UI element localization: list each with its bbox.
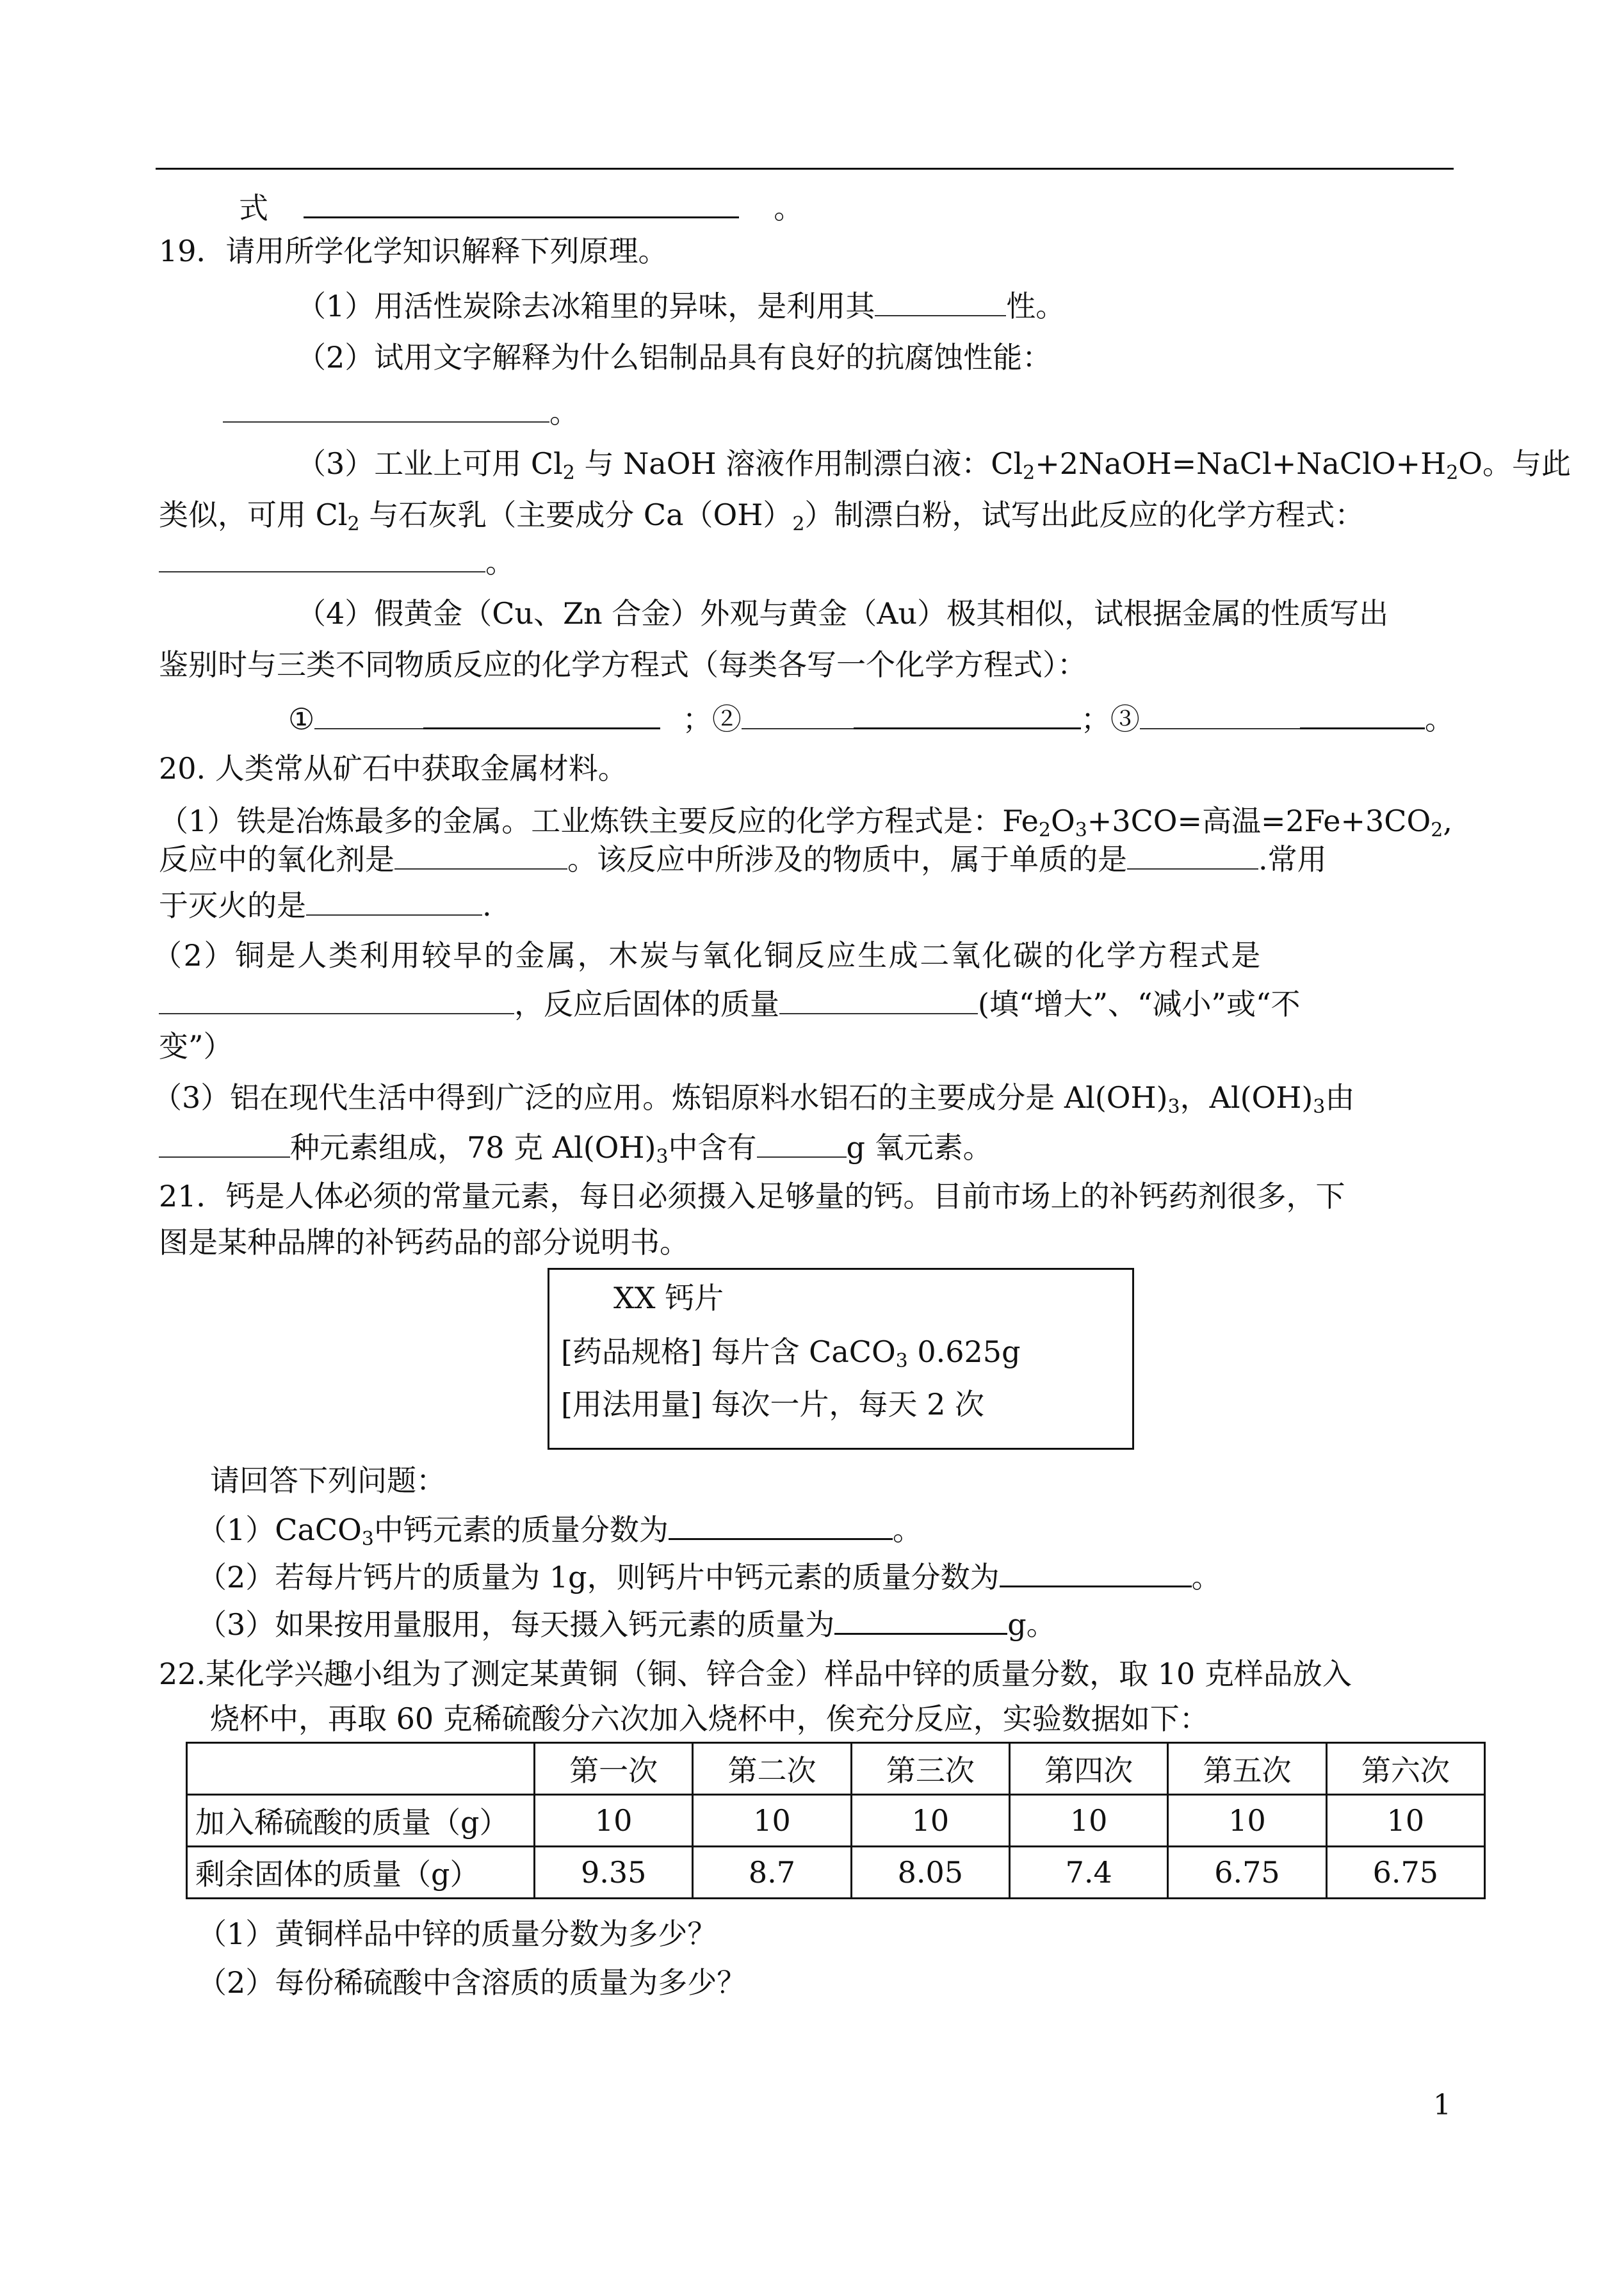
- spec-text: [药品规格] 每片含 CaCO: [561, 1334, 896, 1369]
- question-20-3-line2: [159, 1127, 993, 1168]
- question-19-4-answers: [288, 698, 1454, 736]
- question-19-3-answer: [159, 542, 515, 580]
- answer-blank[interactable]: [394, 839, 567, 870]
- question-19: 19．请用所学化学知识解释下列原理。: [159, 234, 668, 268]
- subscript: 3: [1313, 1096, 1326, 1118]
- medicine-spec: [561, 1333, 1021, 1371]
- question-22-1: （1）黄铜样品中锌的质量分数为多少？: [197, 1917, 717, 1951]
- q21-1-text: 。: [892, 1512, 922, 1547]
- text-shi: 式: [239, 191, 268, 225]
- subscript: 2: [1023, 462, 1035, 484]
- q21-3-text: g。: [1007, 1607, 1056, 1642]
- table-row-label: 剩余固体的质量（g）: [187, 1847, 535, 1899]
- medicine-label-box: [548, 1268, 1134, 1450]
- q21-1-text: 中钙元素的质量分数为: [373, 1512, 669, 1547]
- question-19-4-line1: （4）假黄金（Cu、Zn 合金）外观与黄金（Au）极其相似，试根据金属的性质写出: [296, 596, 1389, 631]
- q20-3-text: 由: [1325, 1080, 1355, 1115]
- table-cell: 6.75: [1326, 1847, 1484, 1899]
- question-22-line1: 22.某化学兴趣小组为了测定某黄铜（铜、锌合金）样品中锌的质量分数，取 10 克样品放入: [159, 1657, 1352, 1691]
- medicine-title: XX 钙片: [613, 1281, 724, 1315]
- subscript: 3: [1075, 819, 1087, 841]
- subscript: 3: [361, 1528, 374, 1550]
- answer-blank[interactable]: [834, 1603, 1007, 1635]
- question-20-3-line1: [152, 1078, 1354, 1117]
- q20-1-text: +3CO=高温=2Fe+3CO: [1087, 804, 1431, 838]
- question-19-4-line2: 鉴别时与三类不同物质反应的化学方程式（每类各写一个化学方程式）：: [159, 647, 1087, 682]
- answer-blank[interactable]: [159, 984, 514, 1014]
- q21-2-text: （2）若每片钙片的质量为 1g，则钙片中钙元素的质量分数为: [197, 1560, 1000, 1594]
- table-cell: 6.75: [1168, 1847, 1326, 1899]
- answer-blank[interactable]: [1127, 839, 1258, 870]
- medicine-usage: [用法用量] 每次一片，每天 2 次: [561, 1387, 985, 1422]
- question-21-line1: 21．钙是人体必须的常量元素，每日必须摄入足够量的钙。目前市场上的补钙药剂很多，下: [159, 1179, 1345, 1213]
- q20-3-text: 中含有: [668, 1130, 757, 1165]
- question-20-2-line2: [159, 984, 1301, 1022]
- answer-blank[interactable]: [306, 885, 482, 916]
- q20-1-text: 。该反应中所涉及的物质中，属于单质的是: [567, 842, 1127, 877]
- table-cell: 10: [535, 1795, 693, 1847]
- q21-1-text: （1）CaCO: [197, 1512, 362, 1547]
- question-19-2-answer: [223, 392, 579, 430]
- q20-1-text: （1）铁是冶炼最多的金属。工业炼铁主要反应的化学方程式是：Fe: [159, 804, 1039, 838]
- question-21-line2: 图是某种品牌的补钙药品的部分说明书。: [159, 1225, 689, 1260]
- header-rule: [156, 168, 1454, 170]
- q19-3-text: O。与此: [1458, 446, 1571, 481]
- answer-blank[interactable]: [1000, 1556, 1192, 1587]
- q19-2-end: 。: [549, 395, 579, 430]
- circle-1: ①: [288, 702, 315, 736]
- question-20: 20. 人类常从矿石中获取金属材料。: [159, 751, 628, 786]
- table-header: 第六次: [1326, 1743, 1484, 1795]
- q19-1-text-end: 性。: [1006, 289, 1066, 323]
- table-corner-cell: [187, 1743, 535, 1795]
- question-19-3-line2: [159, 496, 1364, 534]
- answer-blank[interactable]: [159, 542, 485, 572]
- q19-3-text: 与石灰乳（主要成分 Ca（OH）: [359, 498, 793, 532]
- answer-blank[interactable]: [779, 984, 978, 1014]
- table-cell: 8.7: [693, 1847, 851, 1899]
- question-21-2: [197, 1556, 1221, 1594]
- question-21-3: [197, 1603, 1056, 1642]
- q19-3-text: （3）工业上可用 Cl: [296, 446, 563, 481]
- question-20-1-line3: [159, 885, 492, 923]
- subscript: 2: [1431, 819, 1443, 841]
- question-19-2: （2）试用文字解释为什么铝制品具有良好的抗腐蚀性能：: [296, 340, 1052, 375]
- q20-1-text: 反应中的氧化剂是: [159, 842, 394, 877]
- subscript: 2: [562, 462, 575, 484]
- subscript: 2: [792, 513, 805, 535]
- question-20-1-line1: [159, 802, 1452, 840]
- question-19-3-line1: [296, 444, 1571, 483]
- question-20-2-line1: （2）铜是人类利用较早的金属，木炭与氧化铜反应生成二氧化碳的化学方程式是: [152, 938, 1262, 973]
- q20-3-text: g 氧元素。: [846, 1130, 993, 1165]
- table-cell: 10: [1326, 1795, 1484, 1847]
- q20-1-text: 于灭火的是: [159, 888, 306, 923]
- subscript: 3: [1167, 1096, 1180, 1118]
- experiment-data-table: [186, 1742, 1486, 1899]
- q20-3-text: 种元素组成，78 克 Al(OH): [290, 1130, 656, 1165]
- answer-blank[interactable]: [757, 1127, 847, 1158]
- table-header: 第三次: [851, 1743, 1009, 1795]
- answer-blank[interactable]: [159, 1127, 290, 1158]
- table-header: 第一次: [535, 1743, 693, 1795]
- question-19-1: [296, 286, 1065, 324]
- question-22-2: （2）每份稀硫酸中含溶质的质量为多少？: [197, 1965, 747, 2000]
- q20-2-text: (填“增大”、“减小”或“不: [978, 987, 1301, 1021]
- q19-3-text: +2NaOH=NaCl+NaClO+H: [1035, 446, 1447, 481]
- question-21-ask: 请回答下列问题：: [210, 1463, 446, 1498]
- answer-blank[interactable]: [669, 1509, 893, 1540]
- table-cell: 10: [693, 1795, 851, 1847]
- question-22-line2: 烧杯中，再取 60 克稀硫酸分六次加入烧杯中，俟充分反应，实验数据如下：: [210, 1701, 1209, 1736]
- table-header-row: [187, 1743, 1485, 1795]
- q20-3-text: ，Al(OH): [1180, 1080, 1313, 1115]
- table-cell: 10: [1009, 1795, 1167, 1847]
- answer-blank[interactable]: [304, 187, 739, 218]
- q20-2-text: ，反应后固体的质量: [514, 987, 779, 1021]
- answers-end: 。: [1424, 702, 1454, 736]
- circle-2: ；②: [682, 702, 742, 736]
- table-cell: 10: [1168, 1795, 1326, 1847]
- q21-2-text: 。: [1191, 1560, 1221, 1594]
- table-cell: 10: [851, 1795, 1009, 1847]
- subscript: 3: [895, 1350, 908, 1372]
- question-20-2-line3: 变”）: [159, 1029, 233, 1064]
- answer-blank[interactable]: [223, 392, 549, 423]
- answer-blank[interactable]: [875, 286, 1006, 316]
- answer-blank[interactable]: [423, 698, 660, 729]
- q19-3-end: 。: [485, 545, 515, 580]
- subscript: 3: [656, 1146, 669, 1168]
- q19-3-text: 与 NaOH 溶液作用制漂白液：Cl: [574, 446, 1023, 481]
- table-row: [187, 1795, 1485, 1847]
- answer-blank[interactable]: [314, 699, 423, 729]
- table-row-label: 加入稀硫酸的质量（g）: [187, 1795, 535, 1847]
- q20-1-text: O: [1050, 804, 1075, 838]
- answer-blank[interactable]: [1140, 699, 1300, 729]
- table-header: 第二次: [693, 1743, 851, 1795]
- table-cell: 7.4: [1009, 1847, 1167, 1899]
- q20-1-text: ,: [1443, 804, 1452, 838]
- circle-3: ；③: [1080, 702, 1140, 736]
- table-cell: 8.05: [851, 1847, 1009, 1899]
- text-period: 。: [774, 191, 804, 225]
- subscript: 2: [1446, 462, 1459, 484]
- line-formula-tail: [239, 187, 803, 225]
- q20-3-text: （3）铝在现代生活中得到广泛的应用。炼铝原料水铝石的主要成分是 Al(OH): [152, 1080, 1168, 1115]
- q20-1-text: .常用: [1258, 842, 1327, 877]
- question-20-1-line2: [159, 839, 1327, 877]
- subscript: 2: [1038, 819, 1051, 841]
- q21-3-text: （3）如果按用量服用，每天摄入钙元素的质量为: [197, 1607, 835, 1642]
- table-header: 第四次: [1009, 1743, 1167, 1795]
- q20-1-text: .: [482, 888, 492, 923]
- answer-blank[interactable]: [854, 698, 1081, 729]
- q19-3-text: ）制漂白粉，试写出此反应的化学方程式：: [804, 498, 1365, 532]
- q19-3-text: 类似，可用 Cl: [159, 498, 348, 532]
- question-21-1: [197, 1509, 922, 1550]
- spec-text: 0.625g: [907, 1334, 1021, 1369]
- table-cell: 9.35: [535, 1847, 693, 1899]
- subscript: 2: [347, 513, 360, 535]
- table-header: 第五次: [1168, 1743, 1326, 1795]
- answer-blank[interactable]: [742, 699, 854, 729]
- q19-1-text: （1）用活性炭除去冰箱里的异味，是利用其: [296, 289, 875, 323]
- answer-blank[interactable]: [1300, 698, 1425, 729]
- table-row: [187, 1847, 1485, 1899]
- page-number: 1: [1433, 2089, 1451, 2121]
